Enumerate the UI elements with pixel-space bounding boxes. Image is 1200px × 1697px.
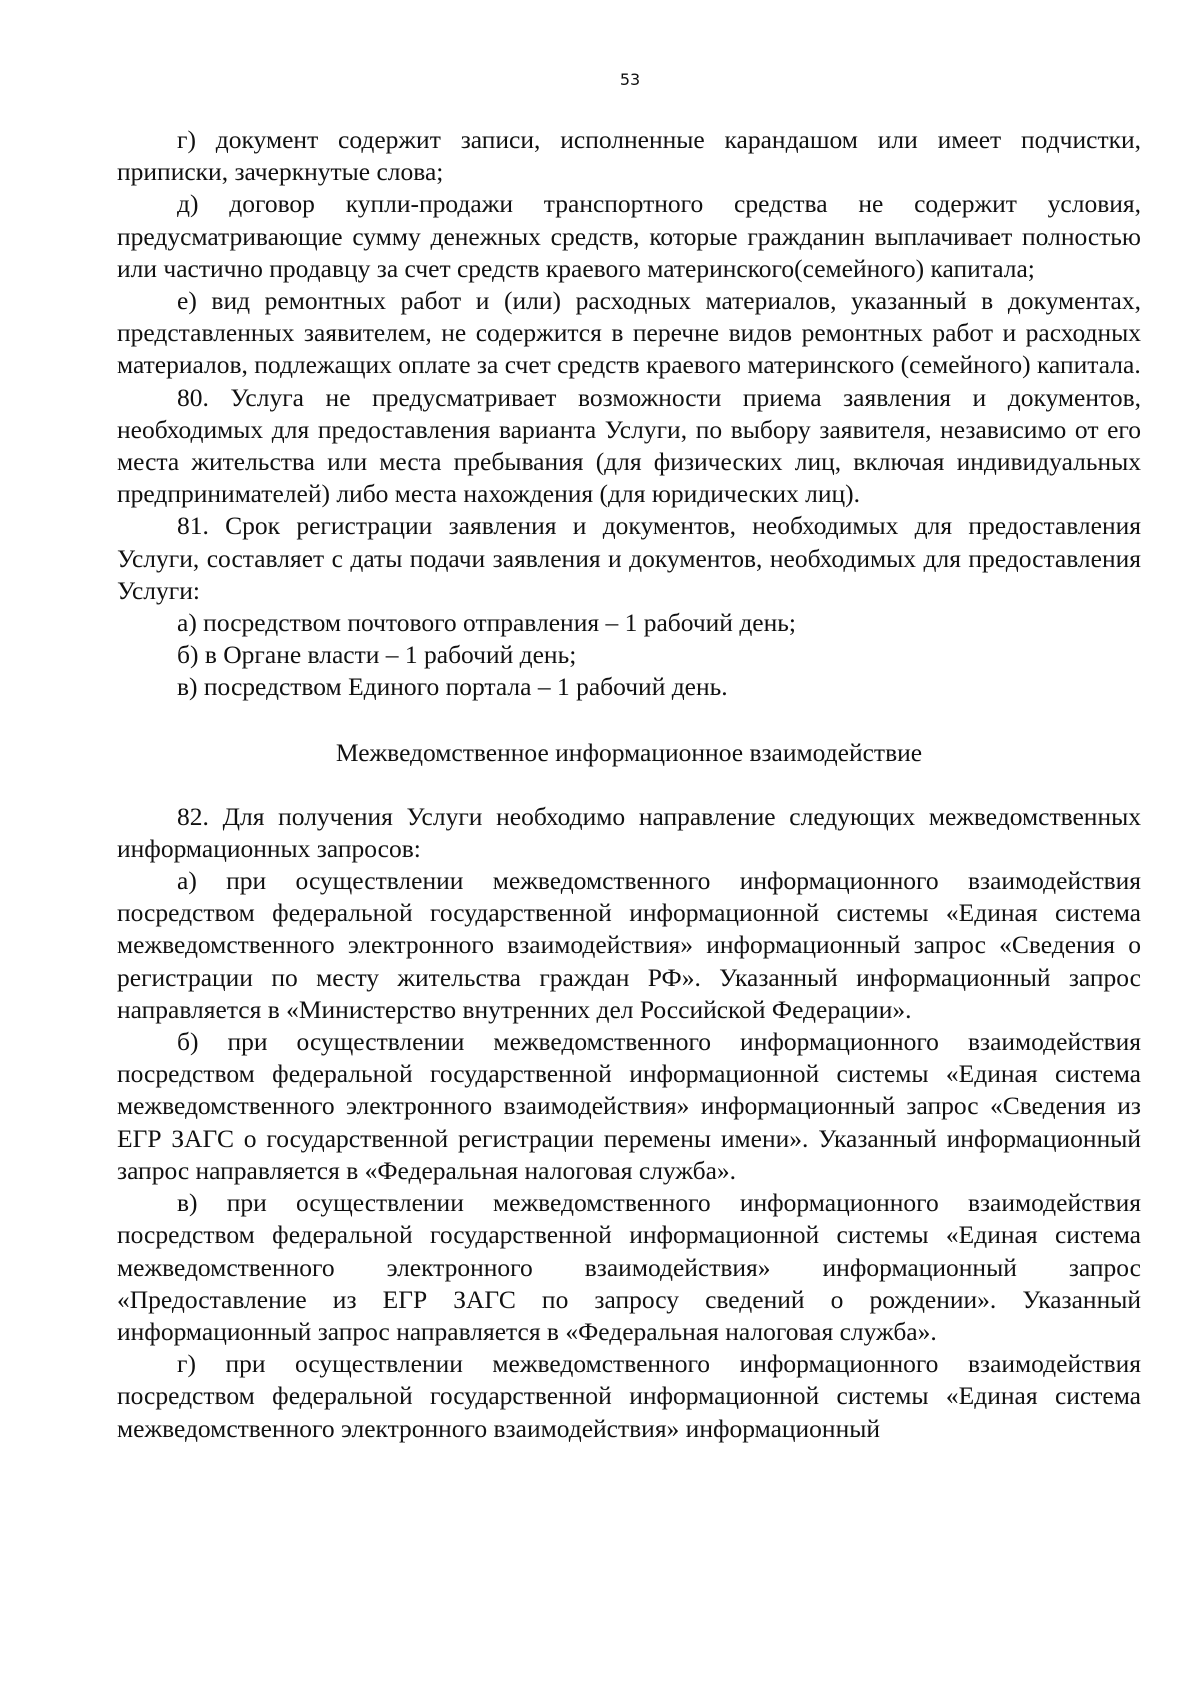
paragraph-81-item-v: в) посредством Единого портала – 1 рабочий день. [177, 672, 728, 702]
paragraph-81-item-b: б) в Органе власти – 1 рабочий день; [177, 640, 577, 670]
paragraph-item-d: д) договор купли-продажи транспортного средства не содержит условия, предусматривающие сумму денежных средств, которые гражданин выплачивает полностью или частично продавцу за счет средств краевого материнского(семейного) капитала; [117, 189, 1141, 283]
paragraph-82: 82. Для получения Услуги необходимо направление следующих межведомственных информационных запросов: [117, 801, 1141, 863]
paragraph-item-g: г) документ содержит записи, исполненные карандашом или имеет подчистки, приписки, зачеркнутые слова; [117, 125, 1141, 187]
paragraph-82-item-b: б) при осуществлении межведомственного информационного взаимодействия посредством федеральной государственной информационной системы «Единая система межведомственного электронного взаимодействия» информационный запрос «Сведения из ЕГР ЗАГС о государственной регистрации перемены имени». Указанный информационный запрос направляется в «Федеральная налоговая служба». [117, 1027, 1141, 1185]
section-heading: Межведомственное информационное взаимодействие [335, 737, 923, 767]
paragraph-item-e: е) вид ремонтных работ и (или) расходных материалов, указанный в документах, представленных заявителем, не содержится в перечне видов ремонтных работ и расходных материалов, подлежащих оплате за счет средств краевого материнского (семейного) капитала. [117, 286, 1141, 380]
paragraph-82-item-v: в) при осуществлении межведомственного информационного взаимодействия посредством федеральной государственной информационной системы «Единая система межведомственного электронного взаимодействия» информационный запрос «Предоставление из ЕГР ЗАГС по запросу сведений о рождении». Указанный информационный запрос направляется в «Федеральная налоговая служба». [117, 1188, 1141, 1346]
paragraph-80: 80. Услуга не предусматривает возможности приема заявления и документов, необходимых для предоставления варианта Услуги, по выбору заявителя, независимо от его места жительства или места пребывания (для физических лиц, включая индивидуальных предпринимателей) либо места нахождения (для юридических лиц). [117, 382, 1141, 509]
document-body [117, 124, 1141, 1445]
paragraph-82-item-a: а) при осуществлении межведомственного информационного взаимодействия посредством федеральной государственной информационной системы «Единая система межведомственного электронного взаимодействия» информационный запрос «Сведения о регистрации по месту жительства граждан РФ». Указанный информационный запрос направляется в «Министерство внутренних дел Российской Федерации». [117, 866, 1141, 1024]
page-number: 53 [619, 70, 641, 89]
paragraph-81-item-a: а) посредством почтового отправления – 1 рабочий день; [177, 608, 796, 638]
paragraph-81: 81. Срок регистрации заявления и документов, необходимых для предоставления Услуги, составляет с даты подачи заявления и документов, необходимых для предоставления Услуги: [117, 511, 1141, 605]
paragraph-82-item-g: г) при осуществлении межведомственного информационного взаимодействия посредством федеральной государственной информационной системы «Единая система межведомственного электронного взаимодействия» информационный [117, 1349, 1141, 1443]
